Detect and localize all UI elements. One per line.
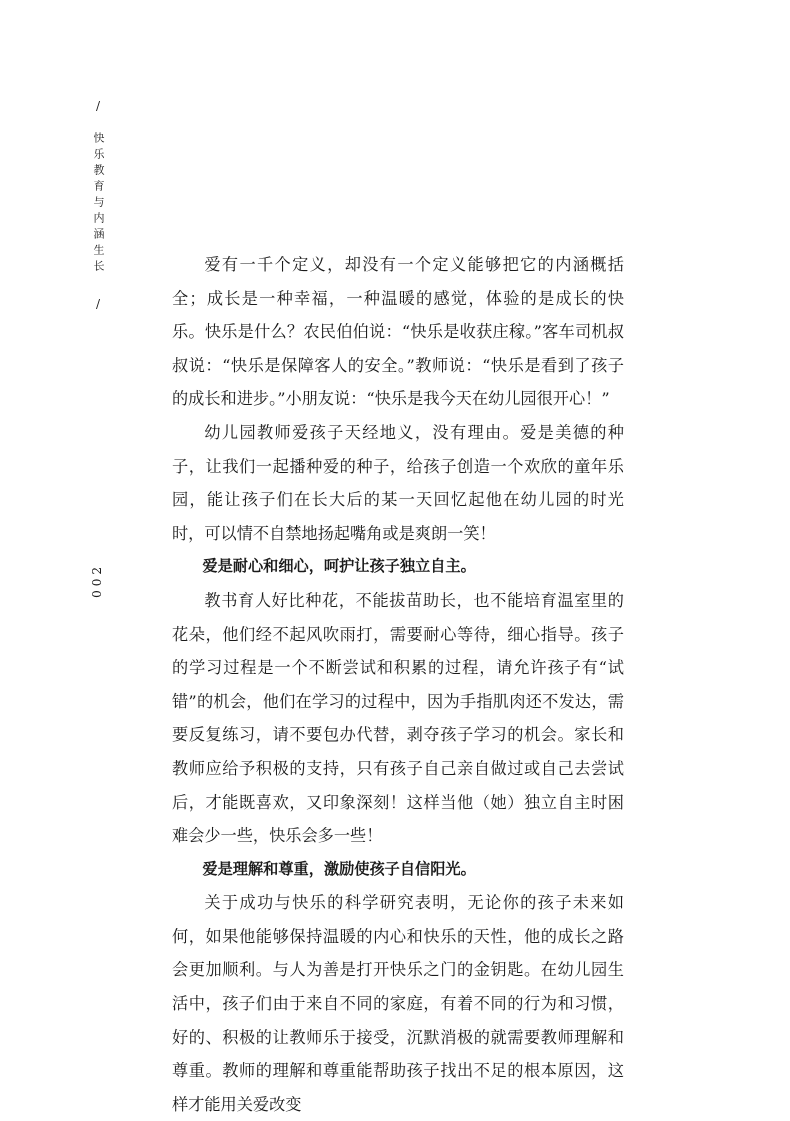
book-title-vertical: 快乐教育与内涵生长	[92, 132, 105, 276]
paragraph-respect: 关于成功与快乐的科学研究表明，无论你的孩子未来如何，如果他能够保持温暖的内心和快乐的天性，他的成长之路会更加顺利。与人为善是打开快乐之门的金钥匙。在幼儿园生活中，孩子们由于来自不同的家庭，有着不同的行为和习惯，好的、积极的让教师乐于接受，沉默消极的就需要教师理解和尊重。教师的理解和尊重能帮助孩子找出不足的根本原因，这样才能用关爱改变	[172, 893, 624, 1114]
section-heading-respect: 爱是理解和尊重，激励使孩子自信阳光。	[202, 859, 476, 878]
running-header	[90, 98, 106, 312]
paragraph-patience: 教书育人好比种花，不能拔苗助长，也不能培育温室里的花朵，他们经不起风吹雨打，需要耐心等待，细心指导。孩子的学习过程是一个不断尝试和积累的过程，请允许孩子有“试错”的机会，他们在学习的过程中，因为手指肌肉还不发达，需要反复练习，请不要包办代替，剥夺孩子学习的机会。家长和教师应给予积极的支持，只有孩子自己亲自做过或自己去尝试后，才能既喜欢，又印象深刻！这样当他（她）独立自主时困难会少一些，快乐会多一些！	[172, 590, 624, 846]
section-heading-patience: 爱是耐心和细心，呵护让孩子独立自主。	[202, 557, 476, 576]
main-text	[172, 248, 624, 1121]
header-slash-top: /	[95, 99, 101, 113]
page-number: 002	[90, 563, 104, 598]
header-slash-bottom: /	[95, 297, 101, 311]
paragraph-intro: 爱有一千个定义，却没有一个定义能够把它的内涵概括全；成长是一种幸福，一种温暖的感觉，体验的是成长的快乐。快乐是什么？农民伯伯说：“快乐是收获庄稼。”客车司机叔叔说：“快乐是保障客人的安全。”教师说：“快乐是看到了孩子的成长和进步。”小朋友说：“快乐是我今天在幼儿园很开心！”	[172, 255, 624, 409]
paragraph-kindergarten-love: 幼儿园教师爱孩子天经地义，没有理由。爱是美德的种子，让我们一起播种爱的种子，给孩子创造一个欢欣的童年乐园，能让孩子们在长大后的某一天回忆起他在幼儿园的时光时，可以情不自禁地扬起嘴角或是爽朗一笑！	[172, 422, 624, 543]
